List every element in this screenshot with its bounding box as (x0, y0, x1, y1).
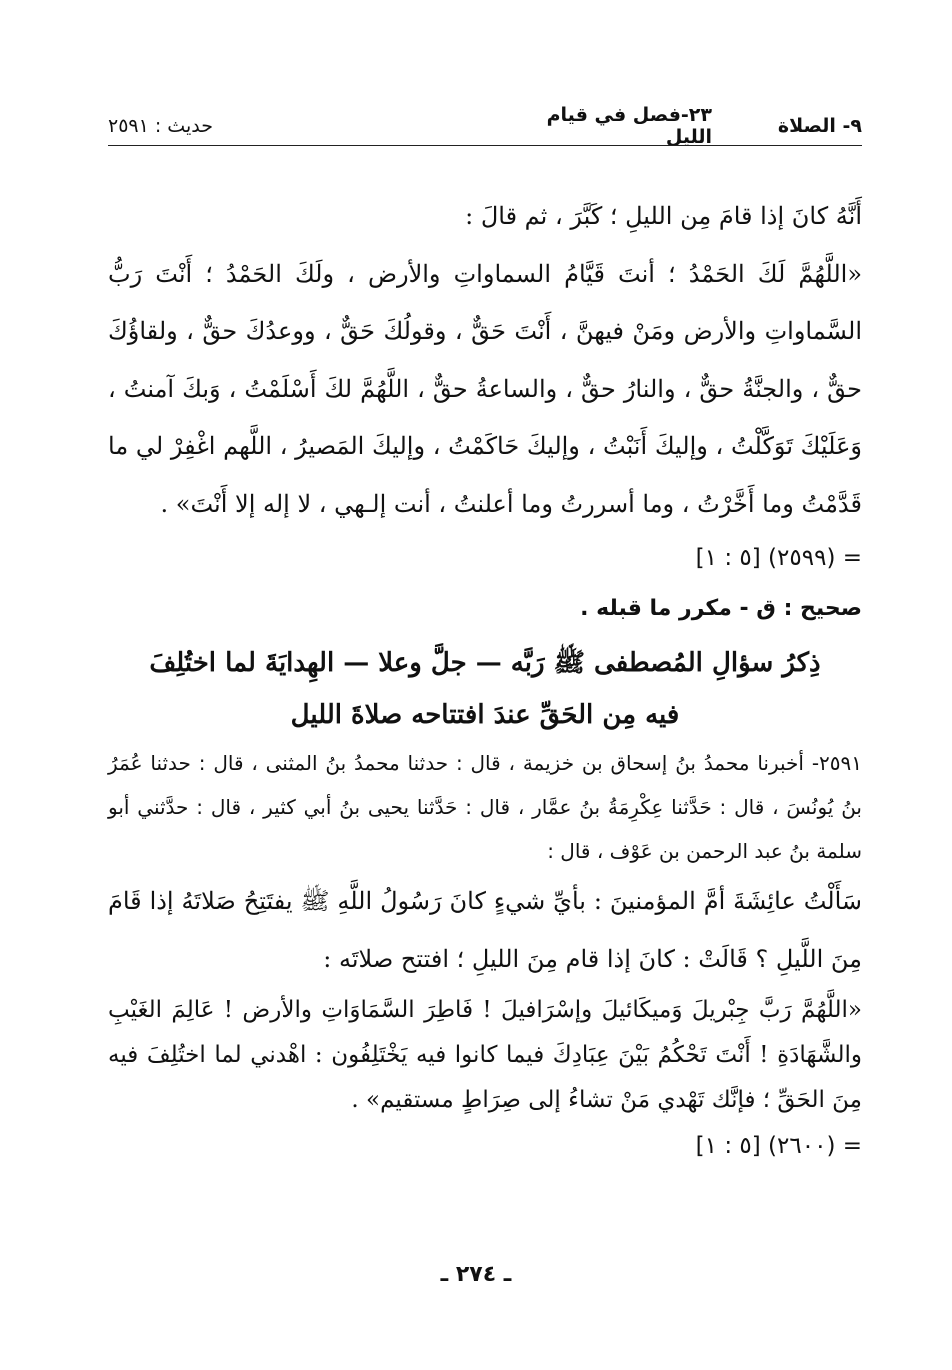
page-body (108, 188, 862, 1169)
chapter-heading: ذِكرُ سؤالِ المُصطفى ﷺ رَبَّه — جلَّ وعلا — الهِدايَةَ لما اختُلِفَ فيه مِن الحَقِّ عندَ افتتاحه صلاةَ الليل (149, 648, 821, 730)
cross-reference-1: = (٢٥٩٩) [٥ : ١] (695, 545, 862, 571)
dua-text-2: «اللَّهُمَّ رَبَّ جِبْريلَ وَميكَائيلَ وإسْرَافيلَ ! فَاطِرَ السَّمَاوَاتِ والأرض ! عَالِمَ الغَيْبِ والشَّهَادَةِ ! أَنْتَ تَحْكُمُ بَيْنَ عِبَادِكَ فيما كانوا فيه يَخْتَلِفُون : اهْدني لما اختُلِفَ فيه مِنَ الحَقِّ ؛ فإنَّك تَهْدي مَنْ تشاءُ إلى صِرَاطٍ مستقيم» . (108, 997, 862, 1113)
hadith-reference: حديث : ٢٥٩١ (108, 115, 213, 137)
header-rule (108, 145, 862, 146)
cross-reference-2: = (٢٦٠٠) [٥ : ١] (695, 1133, 862, 1159)
intro-line: أَنَّهُ كانَ إذا قامَ مِن الليلِ ؛ كَبَّرَ ، ثم قالَ : (465, 202, 862, 230)
hadith-question: سَأَلْتُ عائِشَةَ أمَّ المؤمنينَ : بأيِّ شيءٍ كانَ رَسُولُ اللَّهِ ﷺ يفتَتِحُ صَلاتَهُ إذا قَامَ مِنَ اللَّيلِ ؟ قَالَتْ : كانَ إذا قام مِنَ الليلِ ؛ افتتح صلاتَه : (108, 887, 862, 973)
chapter-title: ٩- الصلاة (777, 115, 862, 137)
page-number: ـ ٢٧٤ ـ (440, 1262, 512, 1287)
section-title: ٢٣-فصل في قيام الليل (546, 104, 712, 148)
narration-chain: ٢٥٩١- أخبرنا محمدُ بنُ إسحاق بن خزيمة ، قال : حدثنا محمدُ بنُ المثنى ، قال : حدثنا عُمَرُ بنُ يُونُسَ ، قال : حَدَّثنا عِكْرِمَةُ بنُ عمَّار ، قال : حَدَّثنا يحيى بنُ أبي كثير ، قال : حدَّثني أبو سلمة بنُ عبد الرحمن بن عَوْف ، قال : (108, 751, 862, 863)
running-header (108, 104, 862, 148)
grading-note: صحيح : ق - مكرر ما قبله . (580, 596, 862, 621)
dua-text-1: «اللَّهُمَّ لَكَ الحَمْدُ ؛ أنتَ قَيَّامُ السماواتِ والأرض ، ولَكَ الحَمْدُ ؛ أَنْتَ رَبُّ السَّماواتِ والأرض ومَنْ فيهنَّ ، أَنْتَ حَقٌّ ، وقولُكَ حَقٌّ ، ووعدُكَ حقٌّ ، ولقاؤُكَ حقٌّ ، والجنَّةُ حقٌّ ، والنارُ حقٌّ ، والساعةُ حقٌّ ، اللَّهُمَّ لكَ أَسْلَمْتُ ، وَبكَ آمنتُ ، وَعَلَيْكَ تَوَكَّلْتُ ، وإليكَ أَنَبْتُ ، وإليكَ حَاكَمْتُ ، وإليكَ المَصيرُ ، اللَّهم اغْفِرْ لي ما قَدَّمْتُ وما أَخَّرْتُ ، وما أسررتُ وما أعلنتُ ، أنت إلـهي ، لا إله إلا أَنْتَ» . (108, 259, 862, 518)
